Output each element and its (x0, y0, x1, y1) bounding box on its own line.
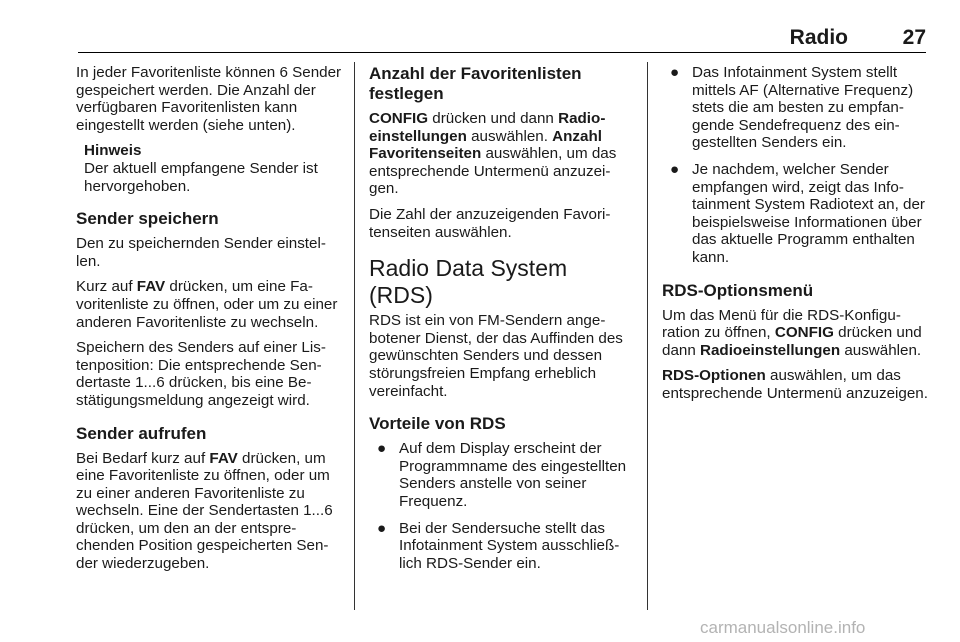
note-label: Hinweis (84, 142, 142, 160)
rds-heading: Radio Data System (RDS) (369, 255, 568, 309)
favorites-count-paragraph-2: Die Zahl der anzuzeigenden Favoritenseiten auswählen. (369, 205, 611, 241)
list-item: ● Auf dem Display erscheint der Programmname des eingestellten Senders anstelle von seiner Frequenz. (377, 440, 627, 510)
rds-paragraph: RDS ist ein von FM-Sendern angebotener Dienst, der das Auffinden des gewünschten Senders und dessen störungsfreien Empfang erheblich vereinfacht. (369, 312, 623, 400)
save-paragraph-3: Speichern des Senders auf einer Listenposition: Die entsprechende Sendertaste 1...6 drücken, bis eine Bestätigungsmeldung angezeigt wird. (76, 339, 326, 409)
save-paragraph-2: Kurz auf FAV drücken, um eine Favoritenliste zu öffnen, oder um zu einer anderen Favoritenliste zu wechseln. (76, 278, 338, 331)
rds-options-paragraph-1: Um das Menü für die RDS-Konfiguration zu öffnen, CONFIG drücken und dann Radioeinstellungen auswählen. (662, 306, 922, 359)
bullet-icon: ● (377, 440, 387, 458)
list-item: ● Bei der Sendersuche stellt das Infotainment System ausschließlich RDS-Sender ein. (377, 519, 620, 572)
bullet-icon: ● (670, 160, 680, 178)
rds-advantages-heading: Vorteile von RDS (369, 414, 506, 434)
favorites-count-paragraph-1: CONFIG drücken und dann Radioeinstellungen auswählen. Anzahl Favoritenseiten auswählen, um das entsprechende Untermenü anzuzeigen. (369, 110, 617, 198)
bullet-icon: ● (377, 519, 387, 537)
section-title: Radio (789, 26, 848, 49)
page-header (78, 26, 926, 53)
save-paragraph-1: Den zu speichernden Sender einstellen. (76, 235, 326, 270)
list-item: ● Das Infotainment System stellt mittels AF (Alternative Frequenz) stets die am besten zu empfangende Sendefrequenz des eingestellten Senders ein. (670, 64, 914, 152)
recall-station-heading: Sender aufrufen (76, 423, 207, 443)
rds-advantages-list (369, 440, 633, 572)
rds-advantages-list-continued (662, 64, 930, 267)
fav-key: FAV (136, 278, 166, 296)
rds-options-paragraph-2: RDS-Optionen auswählen, um das entsprechende Untermenü anzuzeigen. (662, 367, 928, 402)
note-text: Der aktuell empfangene Sender ist hervorgehoben. (84, 159, 318, 195)
bullet-icon: ● (670, 64, 680, 81)
column-divider-1 (354, 62, 355, 610)
column-divider-2 (647, 62, 648, 610)
rds-options-menu-heading: RDS-Optionsmenü (662, 280, 814, 300)
favorites-count-heading: Anzahl der Favoritenlisten festlegen (369, 64, 582, 103)
recall-paragraph: Bei Bedarf kurz auf FAV drücken, um eine Favoritenliste zu öffnen, oder um zu einer anderen Favoritenliste zu wechseln. Eine der Sendertasten 1...6 drücken, um den an der entsprechenden Position gespeicherten Sender wiederzugeben. (76, 449, 333, 573)
note-box (76, 142, 344, 195)
page-number: 27 (902, 26, 926, 49)
column-3 (662, 64, 930, 411)
column-1 (76, 64, 344, 581)
intro-paragraph: In jeder Favoritenliste können 6 Sender gespeichert werden. Die Anzahl der verfügbaren Favoritenlisten kann eingestellt werden (siehe unten). (76, 64, 342, 134)
column-2 (369, 64, 633, 581)
list-item: ● Je nachdem, welcher Sender empfangen wird, zeigt das Infotainment System Radiotext an, der beispielsweise Informationen über das aktuelle Programm enthalten kann. (670, 160, 925, 266)
save-station-heading: Sender speichern (76, 209, 219, 229)
fav-key: FAV (209, 449, 238, 467)
watermark: carmanualsonline.info (700, 618, 866, 637)
